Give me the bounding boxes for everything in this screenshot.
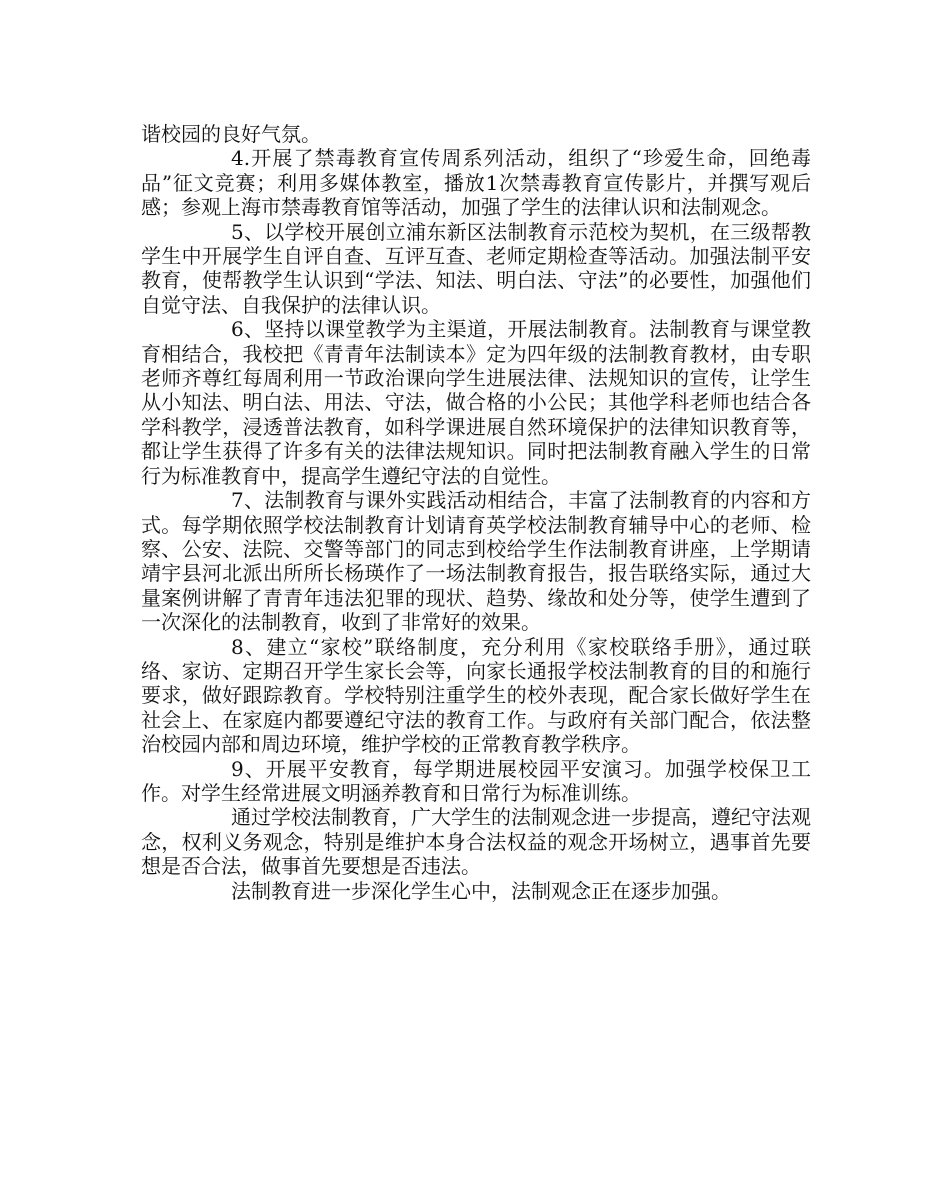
paragraph-summary: 通过学校法制教育，广大学生的法制观念进一步提高，遵纪守法观念，权利义务观念，特别是维护本身合法权益的观念开场树立，遇事首先要想是否合法，做事首先要想是否违法。 — [141, 805, 811, 879]
paragraph-item-7: 7、法制教育与课外实践活动相结合，丰富了法制教育的内容和方式。每学期依照学校法制教育计划请育英学校法制教育辅导中心的老师、检察、公安、法院、交警等部门的同志到校给学生作法制教育讲座，上学期请靖宇县河北派出所所长杨瑛作了一场法制教育报告，报告联络实际，通过大量案例讲解了青青年违法犯罪的现状、趋势、缘故和处分等，使学生遭到了一次深化的法制教育，收到了非常好的效果。 — [141, 488, 811, 635]
paragraph-item-6: 6、坚持以课堂教学为主渠道，开展法制教育。法制教育与课堂教育相结合，我校把《青青年法制读本》定为四年级的法制教育教材，由专职老师齐尊红每周利用一节政治课向学生进展法律、法规知识的宣传，让学生从小知法、明白法、用法、守法，做合格的小公民；其他学科老师也结合各学科教学，浸透普法教育，如科学课进展自然环境保护的法律知识教育等，都让学生获得了许多有关的法律法规知识。同时把法制教育融入学生的日常行为标准教育中，提高学生遵纪守法的自觉性。 — [141, 317, 811, 488]
paragraph-continuation: 谐校园的良好气氛。 — [141, 122, 321, 146]
paragraph-item-9: 9、开展平安教育，每学期进展校园平安演习。加强学校保卫工作。对学生经常进展文明涵养教育和日常行为标准训练。 — [141, 756, 811, 805]
paragraph-item-8: 8、建立“家校”联络制度，充分利用《家校联络手册》，通过联络、家访、定期召开学生家长会等，向家长通报学校法制教育的目的和施行要求，做好跟踪教育。学校特别注重学生的校外表现，配合家长做好学生在社会上、在家庭内都要遵纪守法的教育工作。与政府有关部门配合，依法整治校园内部和周边环境，维护学校的正常教育教学秩序。 — [141, 634, 811, 757]
paragraph-item-4: 4.开展了禁毒教育宣传周系列活动，组织了“珍爱生命，回绝毒品”征文竞赛；利用多媒体教室，播放1次禁毒教育宣传影片，并撰写观后感；参观上海市禁毒教育馆等活动，加强了学生的法律认识和法制观念。 — [141, 146, 811, 220]
paragraph-conclusion: 法制教育进一步深化学生心中，法制观念正在逐步加强。 — [231, 878, 731, 903]
document-body — [141, 122, 811, 903]
paragraph-item-5: 5、以学校开展创立浦东新区法制教育示范校为契机，在三级帮教学生中开展学生自评自查、互评互查、老师定期检查等活动。加强法制平安教育，使帮教学生认识到“学法、知法、明白法、守法”的必要性，加强他们自觉守法、自我保护的法律认识。 — [141, 219, 811, 317]
